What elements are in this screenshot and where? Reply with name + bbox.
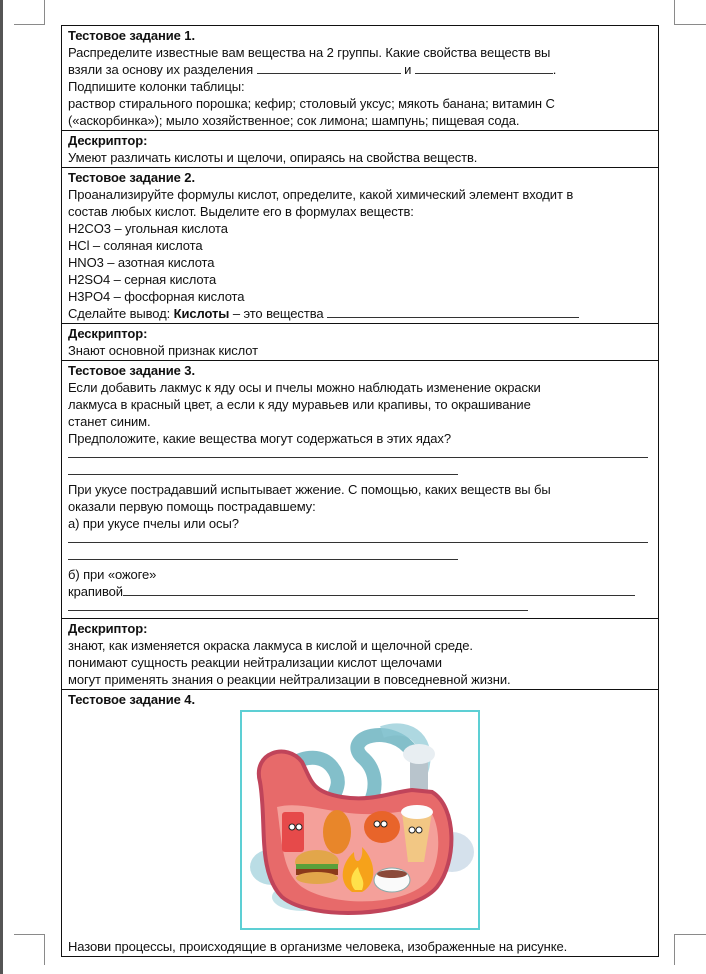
crop-mark-top-left [14, 0, 45, 25]
acid-formula: HNO3 – азотная кислота [68, 255, 215, 270]
task-2-title: Тестовое задание 2. [68, 170, 195, 185]
task-1-title: Тестовое задание 1. [68, 28, 195, 43]
task-4-row [62, 690, 659, 957]
descriptor-3-text: могут применять знания о реакции нейтрализации в повседневной жизни. [68, 672, 511, 687]
task-3-question-a: а) при укусе пчелы или осы? [68, 516, 239, 531]
task-2-row [62, 168, 659, 324]
answer-line[interactable] [68, 447, 648, 458]
task-2-text-cont: состав любых кислот. Выделите его в формулах веществ: [68, 204, 414, 219]
descriptor-1-text: Умеют различать кислоты и щелочи, опираясь на свойства веществ. [68, 150, 478, 165]
stomach-illustration [240, 710, 480, 930]
answer-line[interactable] [68, 600, 528, 611]
task-3-title: Тестовое задание 3. [68, 363, 195, 378]
crop-mark-bottom-left [14, 934, 45, 965]
character [364, 811, 400, 843]
task-1-question-line: взяли за основу их разделения и . [68, 62, 557, 77]
task-3-question: Предположите, какие вещества могут содержаться в этих ядах? [68, 431, 451, 446]
task-2-conclusion: Сделайте вывод: Кислоты – это вещества [68, 305, 652, 322]
task-3-question-b-cont: крапивой [68, 583, 652, 600]
task-2-text: Проанализируйте формулы кислот, определите, какой химический элемент входит в [68, 187, 574, 202]
task-1-substances: раствор стирального порошка; кефир; столовый уксус; мякоть банана; витамин С [68, 96, 555, 111]
answer-blank[interactable] [123, 583, 635, 596]
descriptor-3-text: знают, как изменяется окраска лакмуса в кислой и щелочной среде. [68, 638, 473, 653]
stomach-drawing [242, 712, 478, 928]
crop-mark-bottom-right [674, 934, 706, 965]
task-1-instruction: Подпишите колонки таблицы: [68, 79, 245, 94]
task-3-question-b: б) при «ожоге» [68, 567, 157, 582]
steam [403, 744, 435, 764]
task-4-title: Тестовое задание 4. [68, 692, 195, 707]
worksheet-table [61, 25, 659, 957]
acid-formula: H2CO3 – угольная кислота [68, 221, 228, 236]
task-3-text: станет синим. [68, 414, 151, 429]
answer-blank[interactable] [257, 61, 401, 74]
descriptor-3-title: Дескриптор: [68, 621, 148, 636]
descriptor-2-text: Знают основной признак кислот [68, 343, 258, 358]
descriptor-3-text: понимают сущность реакции нейтрализации кислот щелочами [68, 655, 442, 670]
descriptor-2-title: Дескриптор: [68, 326, 148, 341]
descriptor-3-row [62, 619, 659, 690]
soda-cup [282, 812, 304, 852]
task-3-text: оказали первую помощь пострадавшему: [68, 499, 316, 514]
answer-blank[interactable] [327, 305, 579, 318]
acid-formula: HCl – соляная кислота [68, 238, 203, 253]
task-3-text: При укусе пострадавший испытывает жжение. С помощью, каких веществ вы бы [68, 482, 551, 497]
descriptor-1-title: Дескриптор: [68, 133, 148, 148]
answer-line[interactable] [68, 549, 458, 560]
task-3-text: лакмуса в красный цвет, а если к яду муравьев или крапивы, то окрашивание [68, 397, 531, 412]
task-1-substances-cont: («аскорбинка»); мыло хозяйственное; сок лимона; шампунь; пищевая сода. [68, 113, 520, 128]
acid-formula: H3PO4 – фосфорная кислота [68, 289, 245, 304]
task-1-text: Распределите известные вам вещества на 2 группы. Какие свойства веществ вы [68, 45, 551, 60]
answer-blank[interactable] [415, 61, 553, 74]
task-3-text: Если добавить лакмус к яду осы и пчелы можно наблюдать изменение окраски [68, 380, 541, 395]
answer-line[interactable] [68, 464, 458, 475]
acid-formula: H2SO4 – серная кислота [68, 272, 217, 287]
task-4-caption: Назови процессы, происходящие в организме человека, изображенные на рисунке. [68, 939, 568, 954]
answer-line[interactable] [68, 532, 648, 543]
task-3-row [62, 361, 659, 619]
crop-mark-top-right [674, 0, 706, 25]
descriptor-1-row [62, 131, 659, 168]
descriptor-2-row [62, 324, 659, 361]
task-1-row [62, 26, 659, 131]
page-edge [0, 0, 3, 974]
